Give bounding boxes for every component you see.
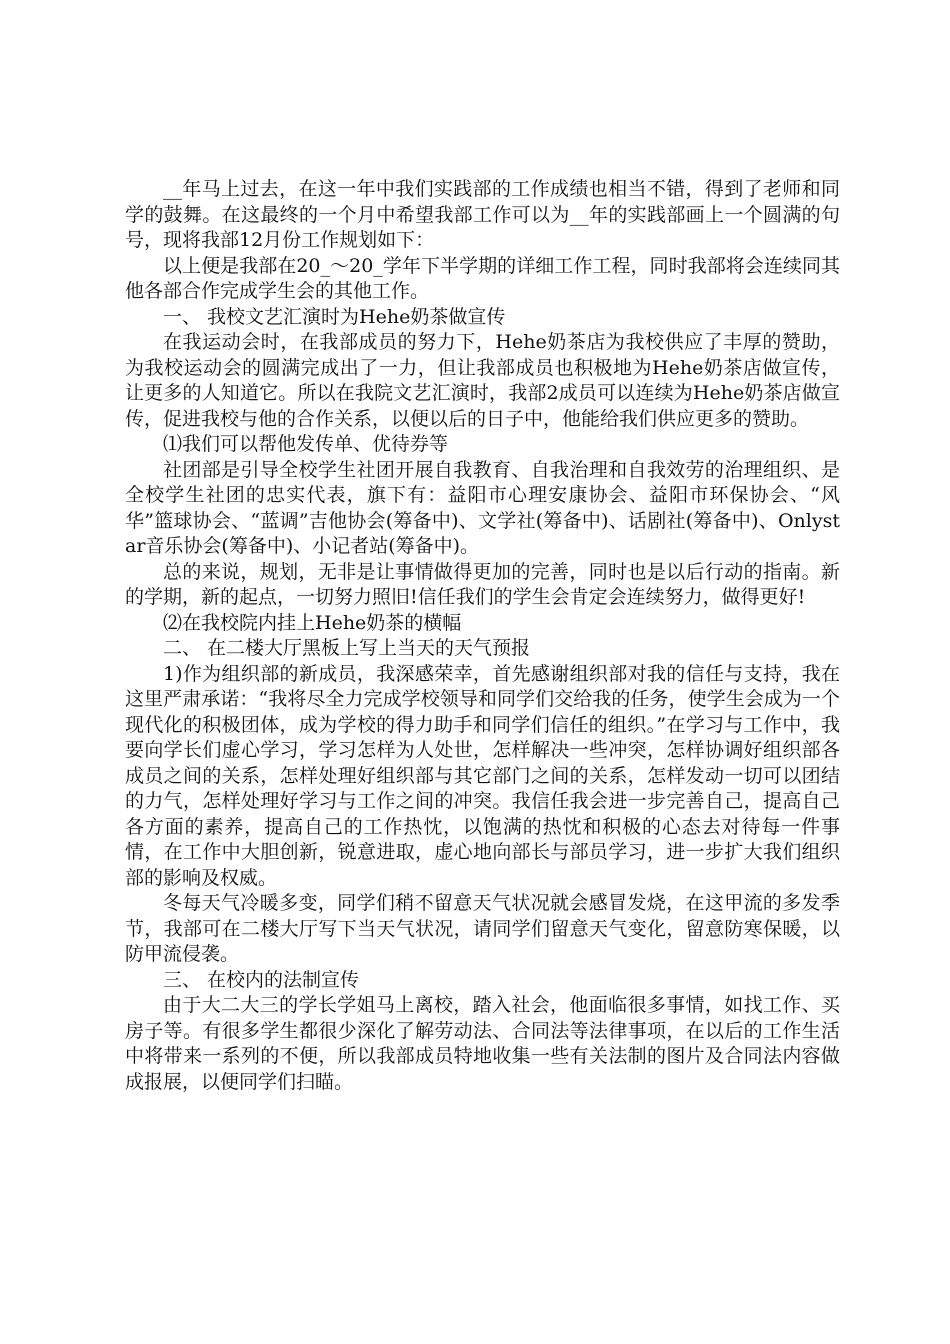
list-item-1: ⑴我们可以帮他发传单、优待券等 <box>163 433 449 455</box>
paragraph-sports-meet: 在我运动会时，在我部成员的努力下，Hehe奶茶店为我校供应了丰厚的赞助，为我校运动会的圆满完成出了一力，但让我部成员也积极地为Hehe奶茶店做宣传，让更多的人知道它。所以在我院文艺汇演时，我部2成员可以连续为Hehe奶茶店做宣传，促进我校与他的合作关系，以便以后的日子中，他能给我们供应更多的赞助。 <box>125 331 840 430</box>
list-item-2: ⑵在我校院内挂上Hehe奶茶的横幅 <box>163 611 462 634</box>
paragraph-legal: 由于大二大三的学长学姐马上离校，踏入社会，他面临很多事情，如找工作、买房子等。有很多学生都很少深化了解劳动法、合同法等法律事项，在以后的工作生活中将带来一系列的不便，所以我部成员特地收集一些有关法制的图片及合同法内容做成报展，以便同学们扫瞄。 <box>125 994 840 1093</box>
paragraph-intro: __年马上过去，在这一年中我们实践部的工作成绩也相当不错，得到了老师和同学的鼓舞。在这最终的一个月中希望我部工作可以为__年的实践部画上一个圆满的句号，现将我部12月份工作规划如下： <box>125 178 840 251</box>
document-body <box>125 177 840 1095</box>
paragraph-organization-dept: 1)作为组织部的新成员，我深感荣幸，首先感谢组织部对我的信任与支持，我在这里严肃承诺：“我将尽全力完成学校领导和同学们交给我的任务，使学生会成为一个现代化的积极团体，成为学校的得力助手和同学们信任的组织。”在学习与工作中，我要向学长们虚心学习，学习怎样为人处世，怎样解决一些冲突，怎样协调好组织部各成员之间的关系，怎样处理好组织部与其它部门之间的关系，怎样发动一切可以团结的力气，怎样处理好学习与工作之间的冲突。我信任我会进一步完善自己，提高自己各方面的素养，提高自己的工作热忱，以饱满的热忱和积极的心态去对待每一件事情，在工作中大胆创新，锐意进取，虚心地向部长与部员学习，进一步扩大我们组织部的影响及权威。 <box>125 662 840 889</box>
section-heading-3: 三、 在校内的法制宣传 <box>163 968 360 991</box>
section-heading-2: 二、 在二楼大厅黑板上写上当天的天气预报 <box>163 637 531 659</box>
paragraph-conclusion: 总的来说，规划，无非是让事情做得更加的完善，同时也是以后行动的指南。新的学期，新的起点，一切努力照旧!信任我们的学生会肯定会连续努力，做得更好! <box>125 560 840 608</box>
paragraph-club-dept: 社团部是引导全校学生社团开展自我教育、自我治理和自我效劳的治理组织、是全校学生社团的忠实代表，旗下有：益阳市心理安康协会、益阳市环保协会、“风华”篮球协会、“蓝调”吉他协会(筹备中)、文学社(筹备中)、话剧社(筹备中)、Onlystar音乐协会(筹备中)、小记者站(筹备中)。 <box>125 458 840 557</box>
paragraph-weather: 冬每天气冷暖多变，同学们稍不留意天气状况就会感冒发烧，在这甲流的多发季节，我部可在二楼大厅写下当天气状况，请同学们留意天气变化，留意防寒保暖，以防甲流侵袭。 <box>125 892 840 965</box>
section-heading-1: 一、 我校文艺汇演时为Hehe奶茶做宣传 <box>163 305 506 328</box>
paragraph-summary: 以上便是我部在20_～20_学年下半学期的详细工作工程，同时我部将会连续同其他各部合作完成学生会的其他工作。 <box>125 254 840 302</box>
